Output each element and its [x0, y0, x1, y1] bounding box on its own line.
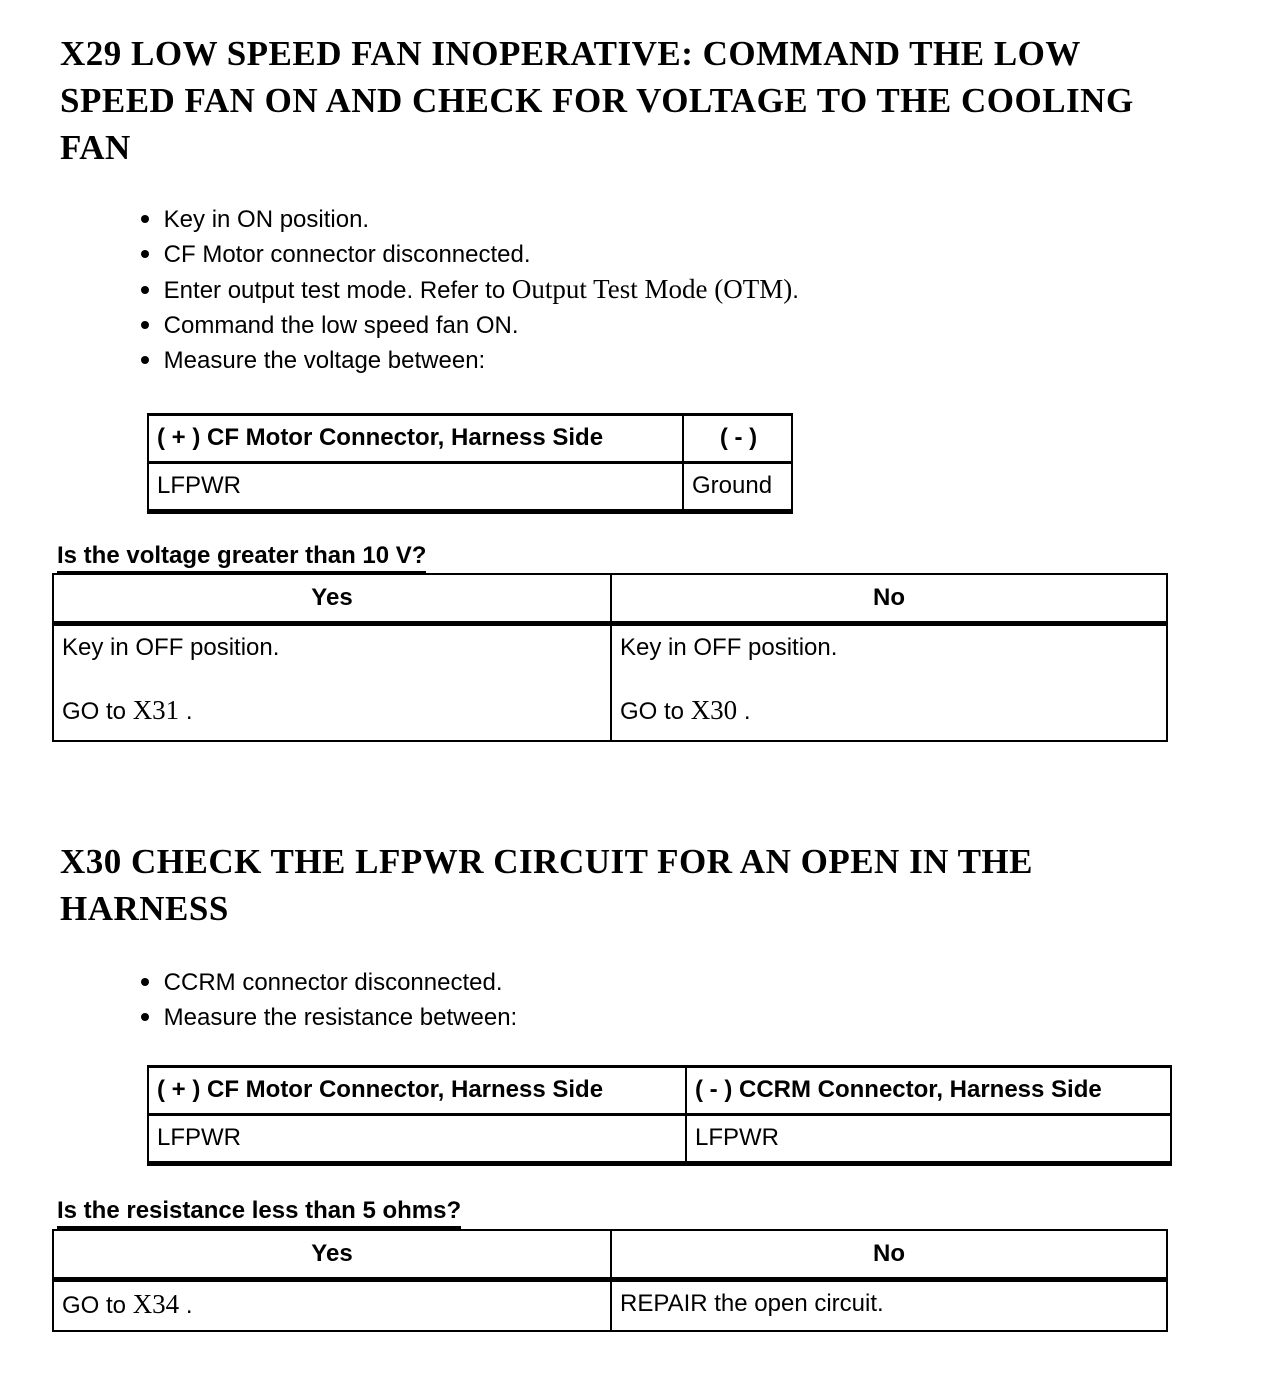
positive-probe-header: ( + ) CF Motor Connector, Harness Side [157, 1076, 604, 1103]
negative-pin-cell: LFPWR [685, 1116, 1170, 1161]
bullet-text: Command the low speed fan ON. [163, 312, 519, 339]
bullet-item [141, 237, 799, 272]
yes-action-cell [54, 1282, 610, 1330]
goto-text: . [179, 698, 193, 725]
link-x31[interactable]: X31 [132, 695, 180, 725]
goto-text: GO to [620, 698, 691, 725]
measure-table-header-row [149, 1068, 1170, 1116]
x30-measure-table [147, 1065, 1172, 1166]
bullet-item [141, 343, 799, 378]
goto-text: GO to [62, 1292, 133, 1319]
negative-probe-header: ( - ) CCRM Connector, Harness Side [685, 1068, 1170, 1113]
positive-pin-cell: LFPWR [157, 1124, 241, 1151]
bullet-text: Measure the voltage between: [163, 347, 486, 374]
link-output-test-mode[interactable]: Output Test Mode (OTM) [511, 274, 793, 304]
title-line: HARNESS [60, 889, 229, 928]
positive-pin-cell: LFPWR [157, 472, 241, 499]
decision-header-row [54, 1231, 1166, 1282]
question-text: Is the resistance less than 5 ohms? [57, 1197, 461, 1229]
x29-measure-table [147, 413, 793, 514]
decision-body-row [54, 626, 1166, 740]
link-x34[interactable]: X34 [132, 1289, 180, 1319]
yes-header-cell: Yes [311, 1240, 353, 1267]
x30-question [57, 1197, 461, 1225]
measure-table-row [149, 1116, 1170, 1161]
title-line: X30 CHECK THE LFPWR CIRCUIT FOR AN OPEN IN THE [60, 842, 1033, 881]
bullet-item [141, 202, 799, 237]
bullet-item [141, 272, 799, 308]
goto-text: . [179, 1292, 193, 1319]
bullet-text: Key in ON position. [163, 206, 370, 233]
decision-body-row [54, 1282, 1166, 1330]
no-header-cell: No [610, 1231, 1166, 1277]
no-action-cell [610, 1282, 1166, 1330]
action-text: Key in OFF position. [62, 634, 280, 661]
x30-bullet-list [141, 965, 517, 1035]
bullet-text: CCRM connector disconnected. [163, 969, 503, 996]
title-line: SPEED FAN ON AND CHECK FOR VOLTAGE TO THE COOLING [60, 81, 1134, 120]
measure-table-header-row [149, 416, 791, 464]
goto-text: . [737, 698, 751, 725]
x29-decision-table [52, 573, 1168, 742]
no-header-cell: No [610, 575, 1166, 621]
x29-bullet-list [141, 202, 799, 378]
goto-text: GO to [62, 698, 133, 725]
goto-line [620, 696, 1158, 726]
x29-question [57, 542, 426, 570]
yes-action-cell [54, 626, 610, 740]
bullet-item [141, 308, 799, 343]
yes-header-cell: Yes [311, 584, 353, 611]
bullet-text: Measure the resistance between: [163, 1004, 518, 1031]
x30-decision-table [52, 1229, 1168, 1332]
bullet-item [141, 1000, 517, 1035]
title-line: X29 LOW SPEED FAN INOPERATIVE: COMMAND THE LOW [60, 34, 1081, 73]
decision-header-row [54, 575, 1166, 626]
bullet-text: Enter output test mode. Refer to [163, 277, 512, 304]
bullet-text: . [792, 277, 799, 304]
negative-pin-cell: Ground [682, 464, 791, 509]
section-x29-title [60, 30, 1134, 171]
positive-probe-header: ( + ) CF Motor Connector, Harness Side [157, 424, 604, 451]
action-text: Key in OFF position. [620, 634, 838, 661]
question-text: Is the voltage greater than 10 V? [57, 542, 426, 574]
measure-table-row [149, 464, 791, 509]
goto-line [62, 1290, 602, 1320]
goto-line [62, 696, 602, 726]
section-x30-title [60, 838, 1033, 932]
bullet-text: CF Motor connector disconnected. [163, 241, 531, 268]
negative-probe-header: ( - ) [682, 416, 791, 461]
action-text: REPAIR the open circuit. [620, 1290, 884, 1317]
link-x30[interactable]: X30 [690, 695, 738, 725]
title-line: FAN [60, 128, 131, 167]
no-action-cell [610, 626, 1166, 740]
bullet-item [141, 965, 517, 1000]
